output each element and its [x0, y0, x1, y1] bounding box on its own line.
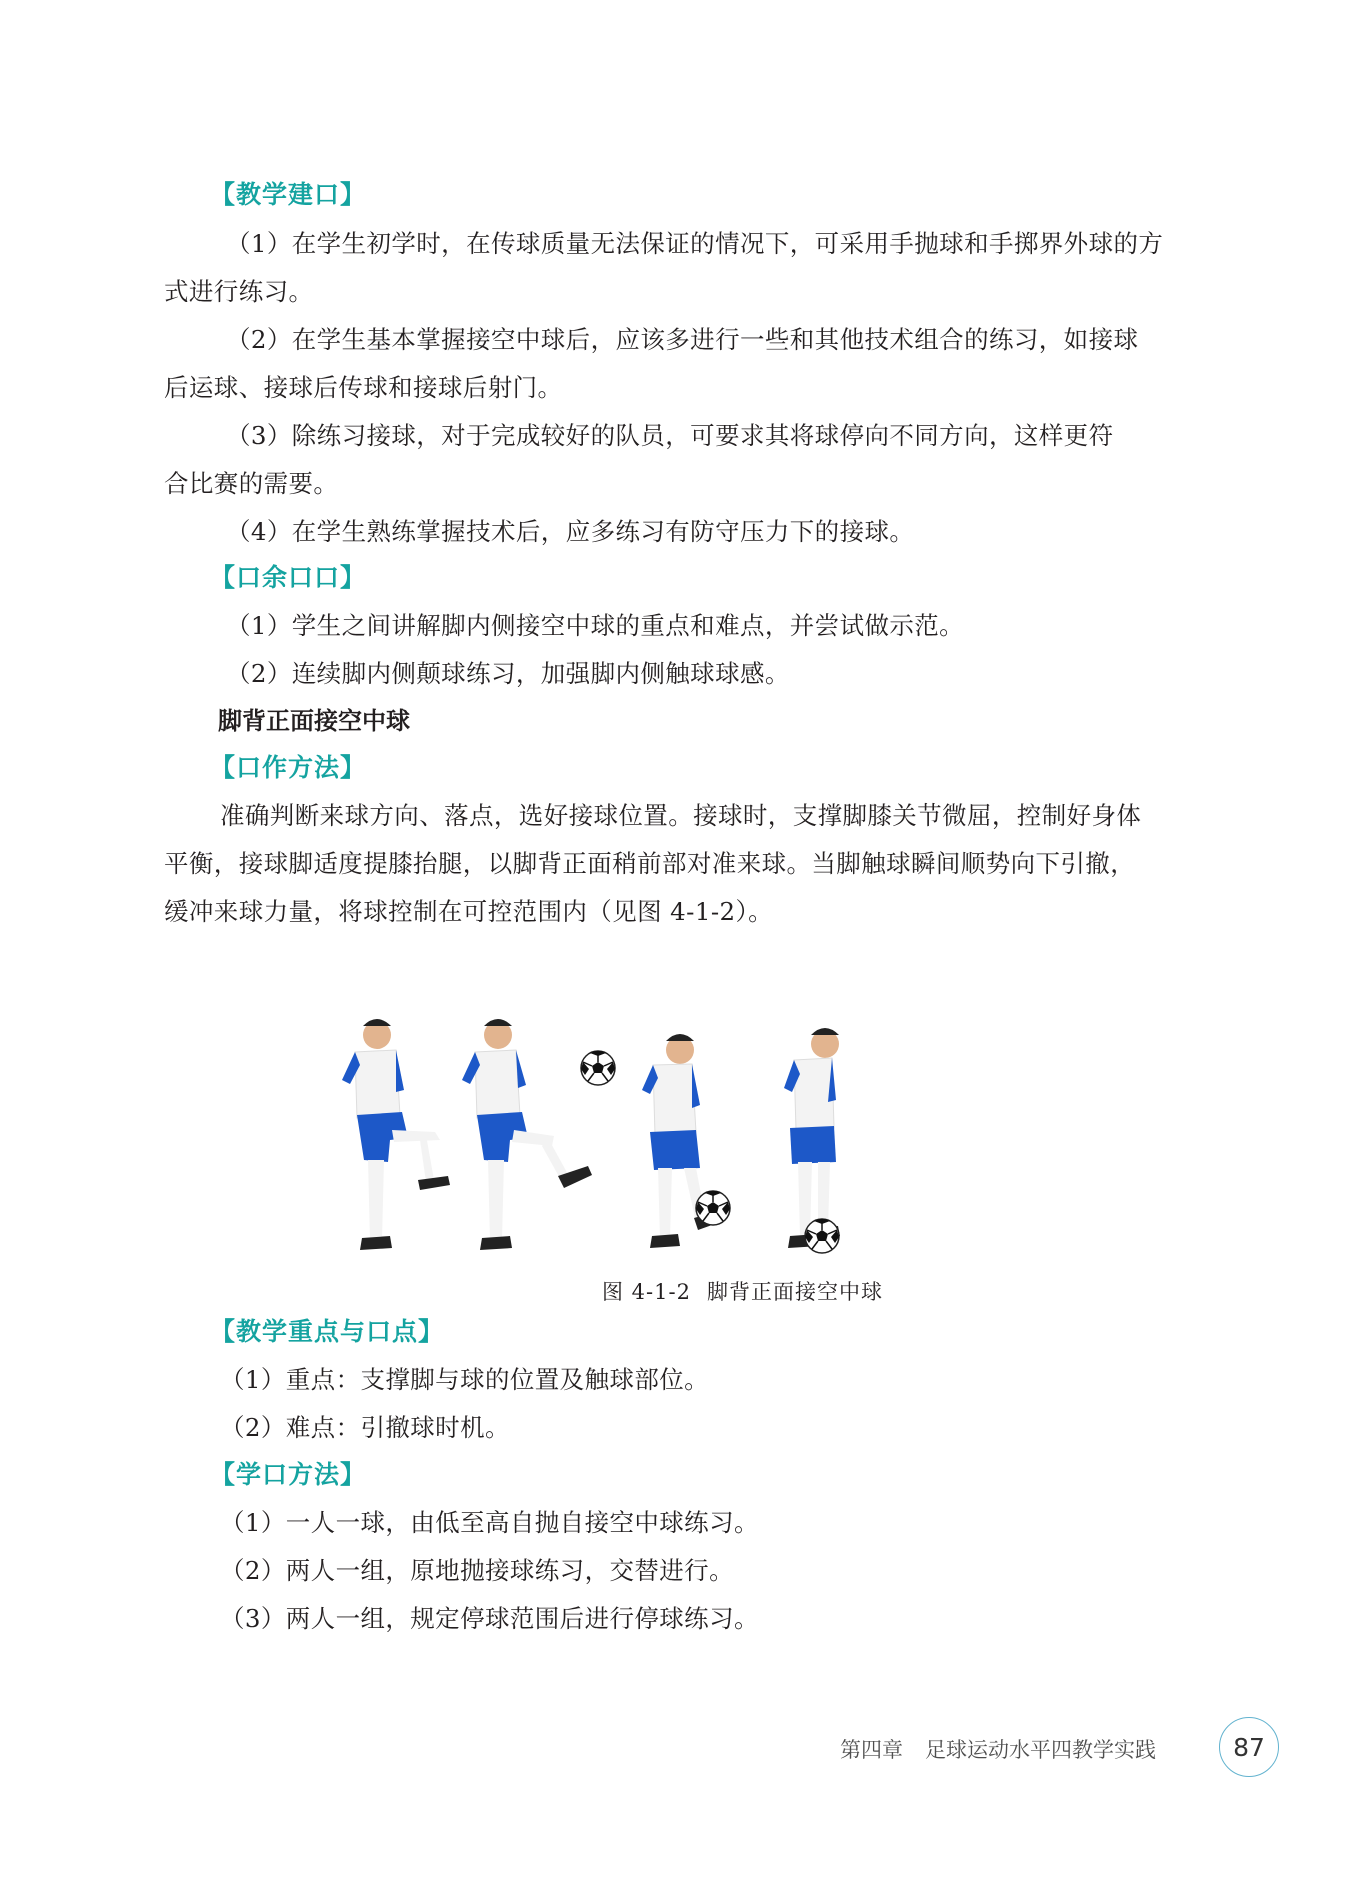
- ball-mid: [581, 1051, 615, 1085]
- figure-caption: [602, 1278, 883, 1306]
- teaching-tips-line: 合比赛的需要。: [164, 469, 339, 498]
- key-points-line: （2）难点：引撤球时机。: [220, 1413, 510, 1442]
- teaching-tips-heading: 【教学建口】: [210, 180, 367, 209]
- practice-line: （3）两人一组，规定停球范围后进行停球练习。: [220, 1604, 759, 1633]
- extracurricular-line: （1）学生之间讲解脚内侧接空中球的重点和难点，并尝试做示范。: [226, 611, 965, 640]
- player-1: [342, 1019, 450, 1250]
- technique-subtitle: 脚背正面接空中球: [218, 707, 410, 735]
- figure-instep-trap-sequence: [330, 940, 1030, 1270]
- figure-number: 图 4-1-2: [602, 1280, 691, 1304]
- extracurricular-heading: 【口余口口】: [210, 563, 367, 592]
- teaching-tips-line: （1）在学生初学时，在传球质量无法保证的情况下，可采用手抛球和手掷界外球的方: [226, 229, 1164, 258]
- practice-line: （1）一人一球，由低至高自抛自接空中球练习。: [220, 1508, 759, 1537]
- player-2: [462, 1019, 592, 1250]
- ball-foot-3: [696, 1191, 730, 1225]
- ball-foot-4: [805, 1219, 839, 1253]
- teaching-tips-line: （2）在学生基本掌握接空中球后，应该多进行一些和其他技术组合的练习，如接球: [226, 325, 1139, 354]
- key-points-heading: 【教学重点与口点】: [210, 1317, 445, 1346]
- footer-chapter: 第四章: [840, 1738, 903, 1762]
- teaching-tips-line: 后运球、接球后传球和接球后射门。: [164, 373, 563, 402]
- teaching-tips-line: （4）在学生熟练掌握技术后，应多练习有防守压力下的接球。: [226, 517, 915, 546]
- key-points-line: （1）重点：支撑脚与球的位置及触球部位。: [220, 1365, 710, 1394]
- method-line: 缓冲来球力量，将球控制在可控范围内（见图 4-1-2）。: [164, 897, 774, 926]
- practice-line: （2）两人一组，原地抛接球练习，交替进行。: [220, 1556, 734, 1585]
- practice-heading: 【学口方法】: [210, 1460, 367, 1489]
- figure-title: 脚背正面接空中球: [706, 1280, 883, 1304]
- teaching-tips-line: 式进行练习。: [164, 277, 314, 306]
- teaching-tips-line: （3）除练习接球，对于完成较好的队员，可要求其将球停向不同方向，这样更符: [226, 421, 1114, 450]
- method-line: 准确判断来球方向、落点，选好接球位置。接球时，支撑脚膝关节微屈，控制好身体: [220, 801, 1142, 830]
- method-heading: 【口作方法】: [210, 753, 367, 782]
- extracurricular-line: （2）连续脚内侧颠球练习，加强脚内侧触球球感。: [226, 659, 790, 688]
- page-number: 87: [1219, 1717, 1279, 1777]
- footer-running-head: [840, 1736, 1156, 1764]
- player-4: [784, 1028, 840, 1248]
- method-line: 平衡，接球脚适度提膝抬腿，以脚背正面稍前部对准来球。当脚触球瞬间顺势向下引撤，: [164, 849, 1136, 878]
- footer-title: 足球运动水平四教学实践: [925, 1738, 1156, 1762]
